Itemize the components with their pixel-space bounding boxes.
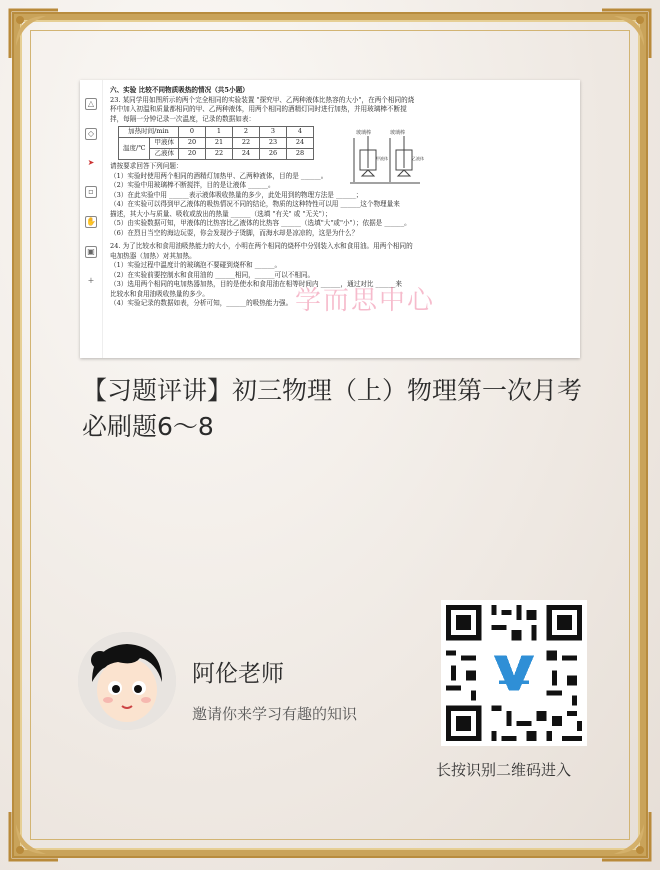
corner-ornament-icon (598, 808, 654, 864)
table-cell: 23 (259, 138, 286, 149)
table-cell: 28 (286, 149, 313, 160)
apparatus-label: 玻璃棒 (390, 130, 406, 136)
table-cell: 1 (205, 127, 232, 138)
table-row (119, 138, 314, 149)
table-cell: 0 (178, 127, 205, 138)
table-cell: 3 (259, 127, 286, 138)
q24-line: 24. 为了比较水和食用油吸热能力的大小，小明在两个相同的烧杯中分别装入水和食用油。用两个相同的 (110, 242, 413, 250)
triangle-icon[interactable]: △ (85, 98, 97, 110)
table-cell: 20 (178, 149, 205, 160)
apparatus-label: 甲液体 (376, 156, 388, 161)
worksheet-preview[interactable] (80, 80, 580, 358)
table-cell: 24 (286, 138, 313, 149)
hand-icon[interactable]: ✋ (86, 217, 96, 226)
apparatus-diagram (350, 128, 424, 186)
q24-line: 电加热器（加热）对其加热。 (110, 251, 196, 260)
table-cell: 24 (232, 149, 259, 160)
qr-caption: 长按识别二维码进入 (436, 761, 572, 779)
q23-line: 杯中加入初温和质量都相同的甲、乙两种液体，用两个相同的酒精灯同时进行加热，并用玻璃棒不断搅 (110, 105, 407, 113)
apparatus-label: 乙液体 (412, 156, 424, 161)
table-row-group-label: 温度/℃ (119, 138, 150, 160)
corner-ornament-icon (6, 6, 62, 62)
cursor-icon[interactable]: ➤ (87, 158, 95, 167)
corner-ornament-icon (598, 6, 654, 62)
corner-ornament-icon (6, 808, 62, 864)
q23-prompt: （1）实验时使用两个相同的酒精灯加热甲、乙两种液体，目的是 ______。 (110, 171, 328, 180)
table-row (119, 127, 314, 138)
q23-line: 拌，每隔一分钟记录一次温度，记录的数据如表： (110, 114, 256, 123)
author-tagline: 邀请你来学习有趣的知识 (192, 705, 358, 723)
table-cell: 20 (178, 138, 205, 149)
q23-prompt: 描述，其大小与质量、吸收或放出的热量 ______（选填 "有关" 或 "无关"）； (110, 209, 332, 218)
author-name: 阿伦老师 (192, 661, 284, 687)
watermark: 学而思中心 (295, 286, 436, 316)
q23-line: 23. 某同学用如图所示的两个完全相同的实验装置 "探究甲、乙两种液体比热容的大小"，在两个相同的烧 (110, 95, 415, 104)
table-cell: 22 (205, 149, 232, 160)
table-cell: 26 (259, 149, 286, 160)
qr-code[interactable] (441, 600, 587, 746)
data-table (118, 126, 314, 160)
q23-prompt: （2）实验中用玻璃棒不断搅拌，目的是让液体 ______。 (110, 181, 275, 189)
worksheet-text (110, 86, 570, 309)
table-cell: 21 (205, 138, 232, 149)
q24-line: （1）实验过程中温度计的玻璃泡不要碰到烧杯和 ______。 (110, 261, 282, 269)
q24-line: （3）选用两个相同的电加热器加热，目的是使水和食用油在相等时间内 ______，通过对比 ______来 (110, 280, 402, 288)
q24-line: （2）在实验前要控制水和食用油的 ______相同，______可以不相同。 (110, 270, 315, 279)
cartoon-girl-icon (78, 632, 176, 730)
table-cell: 甲液体 (150, 138, 179, 149)
q23-prompt: 请按要求回答下列问题： (110, 162, 183, 170)
q24-line: 比较水和食用油吸收热量的多少。 (110, 289, 209, 298)
page-icon[interactable]: ▫ (85, 186, 97, 198)
q23-prompt: （3）在此实验中用 ______表示液体吸收热量的多少，此处用到的物理方法是 ______； (110, 190, 363, 199)
plus-icon[interactable]: + (87, 276, 95, 285)
q23-prompt: （5）由实验数据可知，甲液体的比热容比乙液体的比热容 ______（选填"大"或"小"）；依据是 ______。 (110, 219, 411, 227)
apparatus-label: 玻璃棒 (356, 130, 372, 136)
q24-line: （4）实验记录的数据如表，分析可知，______的吸热能力强。 (110, 299, 293, 307)
preview-toolbar (80, 80, 103, 358)
table-cell: 2 (232, 127, 259, 138)
table-cell: 乙液体 (150, 149, 179, 160)
section-title: 六、实验 比较不同物质吸热的情况（共5小题） (110, 86, 249, 94)
avatar[interactable] (78, 632, 176, 730)
table-header-cell: 加热时间/min (119, 127, 179, 138)
table-cell: 22 (232, 138, 259, 149)
camera-icon[interactable]: ▣ (85, 246, 97, 258)
q23-prompt: （4）在实验可以得到甲乙液体的吸热情况不同的结论，物质的这种特性可以用 ______这个物理量来 (110, 200, 400, 208)
qr-code-icon (441, 600, 587, 746)
q23-prompt: （6）在烈日当空的海边玩耍，你会发现沙子烫脚，而海水却是凉凉的，这是为什么？ (110, 228, 359, 237)
table-cell: 4 (286, 127, 313, 138)
page-title: 【习题评讲】初三物理（上）物理第一次月考必刷题6～8 (82, 376, 583, 441)
eraser-icon[interactable]: ◇ (85, 128, 97, 140)
